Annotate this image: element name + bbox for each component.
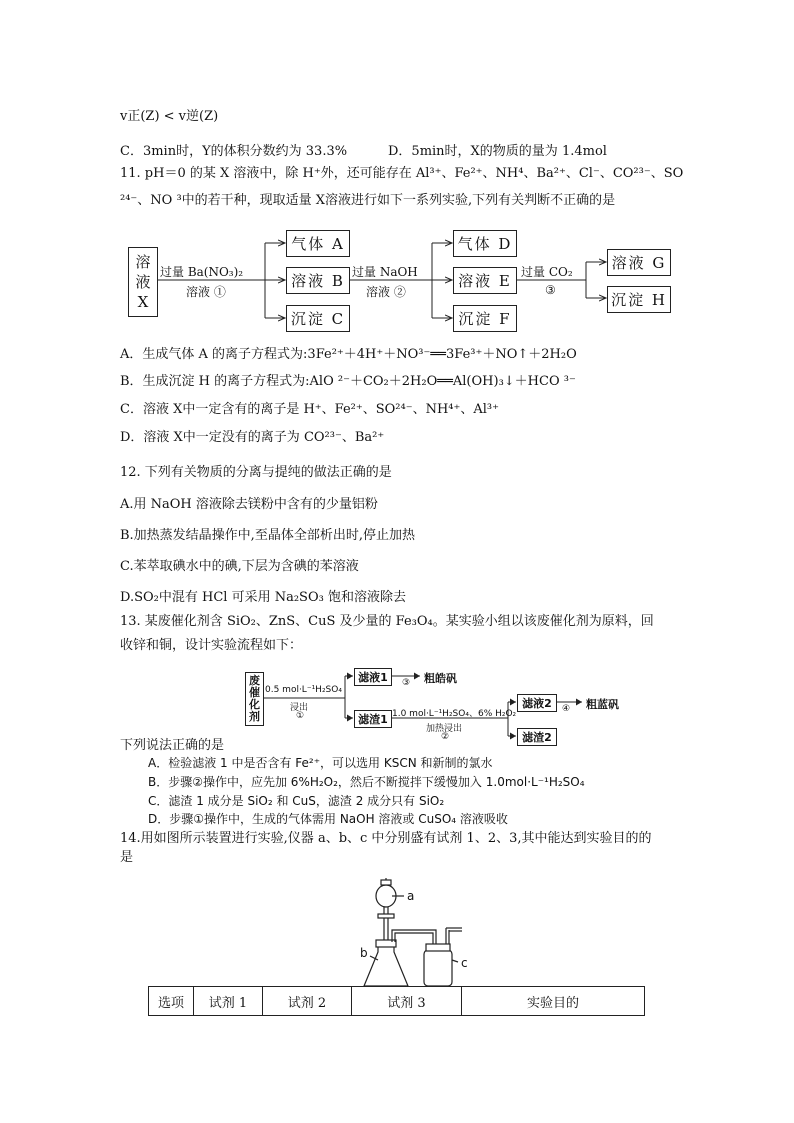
q10-option-d: D．5min时，X的物质的量为 1.4mol [388,144,607,159]
flow-step3-top: 过量 CO₂ [521,265,573,279]
table-header-option: 选项 [149,987,194,1016]
q13-box-filtrate2: 滤液2 [517,694,557,712]
flow-box-precipitate-h: 沉淀 H [607,286,671,313]
q11-option-a: A．生成气体 A 的离子方程式为:3Fe²⁺＋4H⁺＋NO³⁻══3Fe³⁺＋NO↑＋2H₂O [120,347,577,362]
q13-product2: 粗蓝矾 [586,698,619,711]
q12-option-a: A.用 NaOH 溶液除去镁粉中含有的少量铝粉 [120,497,378,512]
q13-box-start-line1: 废 [249,674,260,687]
q13-box-residue2: 滤渣2 [517,728,557,746]
q11-stem-line1: 11. pH＝0 的某 X 溶液中，除 H⁺外，还可能存在 Al³⁺、Fe²⁺、NH⁴、Ba²⁺、Cl⁻、CO²³⁻、SO [120,166,684,181]
flow-step2-bottom: 溶液 ② [366,285,406,299]
wash-bottle-stopper [426,944,450,951]
flow-box-precipitate-c: 沉淀 C [286,305,350,332]
flask-stopper [376,940,396,947]
q13-product1: 粗皓矾 [424,672,457,685]
q11-stem-line2: ²⁴⁻、NO ³中的若干种，现取适量 X溶液进行如下一系列实验,下列有关判断不正确的是 [120,193,616,208]
table-header-reagent3: 试剂 3 [352,987,462,1016]
q12-option-c: C.苯萃取碘水中的碘,下层为含碘的苯溶液 [120,559,359,574]
q13-lead: 下列说法正确的是 [120,738,225,753]
q11-option-b: B．生成沉淀 H 的离子方程式为:AlO ²⁻＋CO₂＋2H₂O══Al(OH)₃↓＋HCO ³⁻ [120,374,576,389]
q13-option-c: C．滤渣 1 成分是 SiO₂ 和 CuS，滤渣 2 成分只有 SiO₂ [148,794,445,808]
q13-step1-mid: 浸出 [290,703,309,713]
q13-box-filtrate1: 滤液1 [354,668,392,686]
flow-step1-top: 过量 Ba(NO₃)₂ [160,265,244,279]
flow-box-solution-b: 溶液 B [286,267,350,294]
q14-table [148,986,645,1016]
flow-box-x-line3: X [137,293,149,311]
q13-box-start-line3: 化 [249,698,260,711]
q12-stem: 12. 下列有关物质的分离与提纯的做法正确的是 [120,465,392,480]
table-header-reagent1: 试剂 1 [194,987,263,1016]
q13-stem-line1: 13. 某废催化剂含 SiO₂、ZnS、CuS 及少量的 Fe₃O₄。某实验小组以该废催化剂为原料，回 [120,614,654,629]
q13-box-start-line2: 催 [249,686,260,699]
q13-box-residue1: 滤渣1 [354,710,392,728]
conical-flask [364,946,408,986]
q11-option-d: D．溶液 X中一定没有的离子为 CO²³⁻、Ba²⁺ [120,430,385,445]
flow-box-gas-a: 气体 A [286,230,350,257]
flow-step1-bottom: 溶液 ① [186,285,226,299]
table-header-purpose: 实验目的 [462,987,645,1016]
q13-option-d: D．步骤①操作中，生成的气体需用 NaOH 溶液或 CuSO₄ 溶液吸收 [148,812,508,826]
q12-option-d: D.SO₂中混有 HCl 可采用 Na₂SO₃ 饱和溶液除去 [120,590,406,605]
flow-box-solution-g: 溶液 G [607,249,671,276]
top-line: v正(Z) < v逆(Z) [120,109,219,124]
table-header-row [149,987,645,1016]
flow-box-gas-d: 气体 D [453,230,517,257]
q13-step2-mid: 加热浸出 [426,724,463,734]
flow-box-x-line1: 溶 [135,253,151,271]
q12-option-b: B.加热蒸发结晶操作中,至晶体全部析出时,停止加热 [120,528,415,543]
q13-step1-top: 0.5 mol·L⁻¹H₂SO₄ [265,685,342,695]
q13-box-start-line4: 剂 [249,710,260,723]
q13-step2-top: 1.0 mol·L⁻¹H₂SO₄、6% H₂O₂ [392,709,517,719]
q13-option-b: B．步骤②操作中，应先加 6%H₂O₂，然后不断搅拌下缓慢加入 1.0mol·L⁻¹H₂SO₄ [148,775,585,789]
flow-step2-top: 过量 NaOH [352,265,418,279]
label-c: c [461,956,468,970]
q10-option-c: C．3min时，Y的体积分数约为 33.3% [120,144,348,159]
table-header-reagent2: 试剂 2 [263,987,352,1016]
q13-stem-line2: 收锌和铜，设计实验流程如下： [120,638,303,653]
funnel-stopcock [378,914,394,918]
q13-step1-num: ① [296,711,305,721]
q13-step2-num: ② [441,732,450,742]
q13-step3-num: ③ [402,678,411,688]
flow-box-x-line2: 液 [135,273,151,291]
q11-option-c: C．溶液 X中一定含有的离子是 H⁺、Fe²⁺、SO²⁴⁻、NH⁴⁺、Al³⁺ [120,402,499,417]
label-a: a [407,889,415,903]
wash-bottle [424,950,452,986]
q13-option-a: A．检验滤液 1 中是否含有 Fe²⁺，可以选用 KSCN 和新制的氯水 [148,756,493,770]
q13-step4-num: ④ [562,704,571,714]
q14-stem-line1: 14.用如图所示装置进行实验,仪器 a、b、c 中分别盛有试剂 1、2、3,其中能达到实验目的的 [120,831,652,846]
flow-box-solution-e: 溶液 E [453,267,517,294]
label-b: b [360,946,368,960]
flow-step3-bottom: ③ [545,283,556,297]
flow-box-precipitate-f: 沉淀 F [453,305,517,332]
q14-stem-line2: 是 [120,850,134,865]
